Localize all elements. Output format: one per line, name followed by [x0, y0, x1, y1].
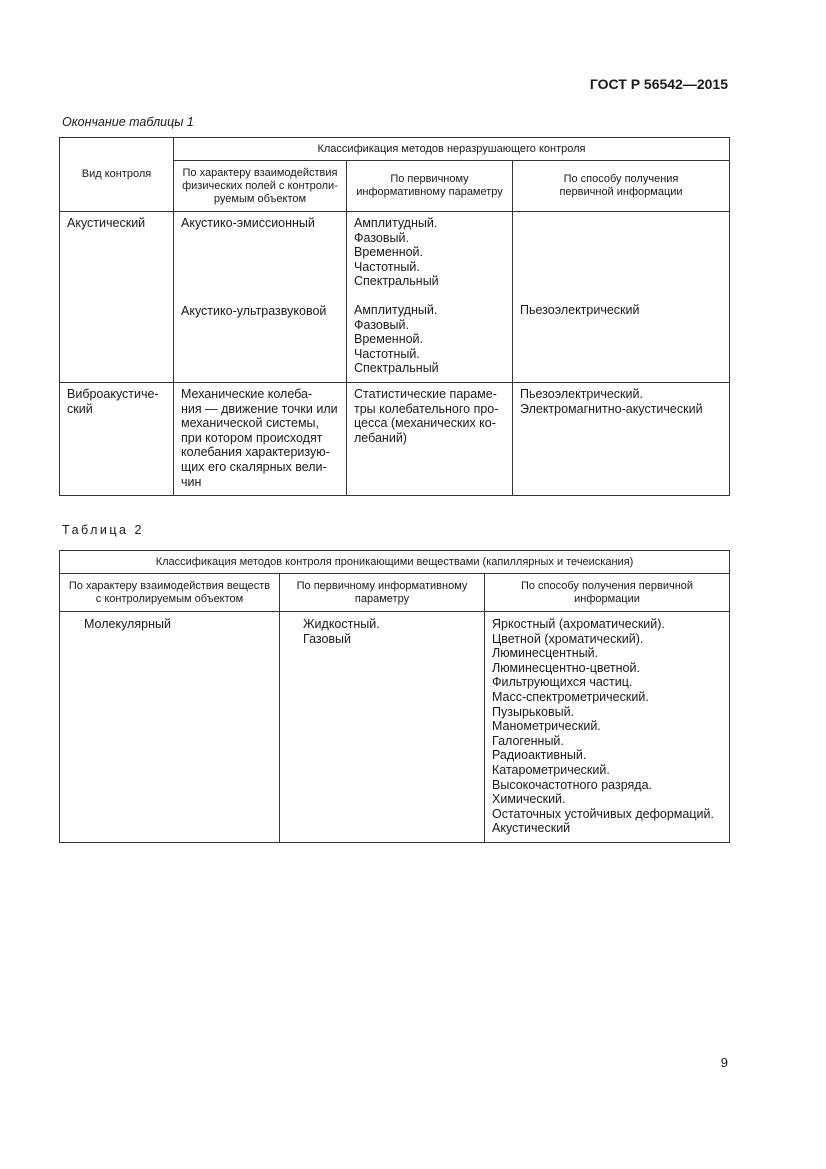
- table1-cell-vid: Акустический: [60, 212, 174, 383]
- table2-cell-parameter: Жидкостный. Газовый: [280, 612, 485, 843]
- page-number: 9: [720, 1055, 728, 1070]
- table1-caption: Окончание таблицы 1: [62, 115, 194, 129]
- table1-cell-source: Пьезоэлектрический: [513, 212, 730, 383]
- table1-cell-vid: Виброакустиче- ский: [60, 382, 174, 495]
- table-row: [60, 382, 730, 495]
- table1-subheader-interaction: По характеру взаимодействия физических полей с контроли- руемым объектом: [174, 161, 347, 212]
- table2-header-group: Классификация методов контроля проникающими веществами (капиллярных и течеискания): [60, 551, 730, 574]
- table1: [59, 137, 730, 496]
- table2-subheader-interaction: По характеру взаимодействия веществ с контролируемым объектом: [60, 574, 280, 612]
- table2-cell-methods: Яркостный (ахроматический). Цветной (хроматический). Люминесцентный. Люминесцентно-цветной. Фильтрующихся частиц. Масс-спектрометрический. Пузырьковый. Манометрический. Галогенный. Радиоактивный. Катарометрический. Высокочастотного разряда. Химический. Остаточных устойчивых деформаций. Акустический: [485, 612, 730, 843]
- table1-subheader-parameter: По первичному информативному параметру: [347, 161, 513, 212]
- table2-subheader-parameter: По первичному информативному параметру: [280, 574, 485, 612]
- table1-header-group: Классификация методов неразрушающего контроля: [174, 138, 730, 161]
- table-row: [60, 212, 730, 383]
- table2-caption: Таблица 2: [62, 523, 144, 537]
- table2-subheader-source: По способу получения первичной информации: [485, 574, 730, 612]
- table1-cell-parameter: Статистические параме- тры колебательного про- цесса (механических ко- лебаний): [347, 382, 513, 495]
- table2: [59, 550, 730, 843]
- table-row: [60, 612, 730, 843]
- table1-cell-interaction: Акустико-эмиссионный Акустико-ультразвуковой: [174, 212, 347, 383]
- table1-cell-source: Пьезоэлектрический. Электромагнитно-акустический: [513, 382, 730, 495]
- document-id: ГОСТ Р 56542—2015: [589, 76, 728, 92]
- table1-cell-parameter: Амплитудный. Фазовый. Временной. Частотный. Спектральный Амплитудный. Фазовый. Временной. Частотный. Спектральный: [347, 212, 513, 383]
- table1-cell-interaction: Механические колеба- ния — движение точки или механической системы, при котором происходят колебания характеризую- щих его скалярных вели- чин: [174, 382, 347, 495]
- table1-header-vid: Вид контроля: [60, 138, 174, 212]
- table1-subheader-source: По способу получения первичной информации: [513, 161, 730, 212]
- table2-cell-interaction: Молекулярный: [60, 612, 280, 843]
